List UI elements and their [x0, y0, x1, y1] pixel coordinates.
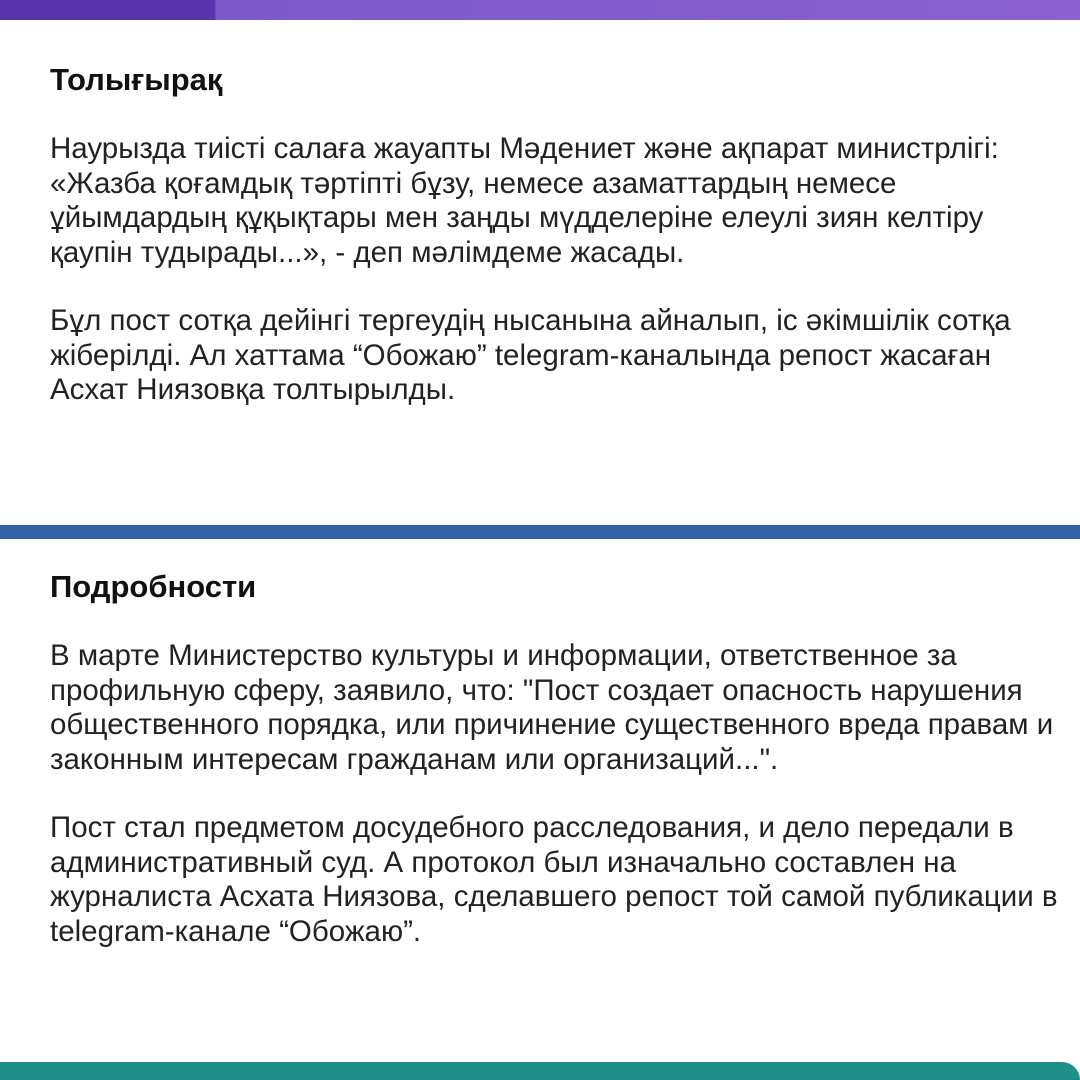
russian-paragraph-2: Пост стал предметом досудебного расследования, и дело передали в административный суд. А протокол был изначально составлен на журналиста Асхата Ниязова, сделавшего репост той самой публикации в telegram-канале “Обожаю”.	[50, 811, 1058, 948]
kazakh-section	[50, 60, 1060, 442]
top-accent-bar-segment	[0, 0, 215, 20]
russian-heading: Подробности	[50, 569, 257, 604]
section-divider	[0, 525, 1080, 539]
kazakh-heading: Толығырақ	[50, 62, 223, 97]
top-accent-bar	[0, 0, 1080, 20]
kazakh-paragraph-2: Бұл пост сотқа дейінгі тергеудің нысанына айналып, іс әкімшілік сотқа жіберілді. Ал хаттама “Обожаю” telegram-каналында репост жасаған Асхат Ниязовқа толтырылды.	[50, 304, 1011, 406]
kazakh-paragraph-1: Наурызда тиісті салаға жауапты Мәдениет және ақпарат министрлігі: «Жазба қоғамдық тәртіпті бұзу, немесе азаматтардың немесе ұйымдардың құқықтары мен заңды мүдделеріне елеулі зиян келтіру қаупін тудырады...», - деп мәлімдеме жасады.	[50, 132, 999, 269]
russian-paragraph-1: В марте Министерство культуры и информации, ответственное за профильную сферу, заявило, что: "Пост создает опасность нарушения общественного порядка, или причинение существенного вреда правам и законным интересам гражданам или организаций...".	[50, 639, 1054, 776]
bottom-accent-bar	[0, 1062, 1080, 1080]
russian-section	[50, 567, 1060, 983]
